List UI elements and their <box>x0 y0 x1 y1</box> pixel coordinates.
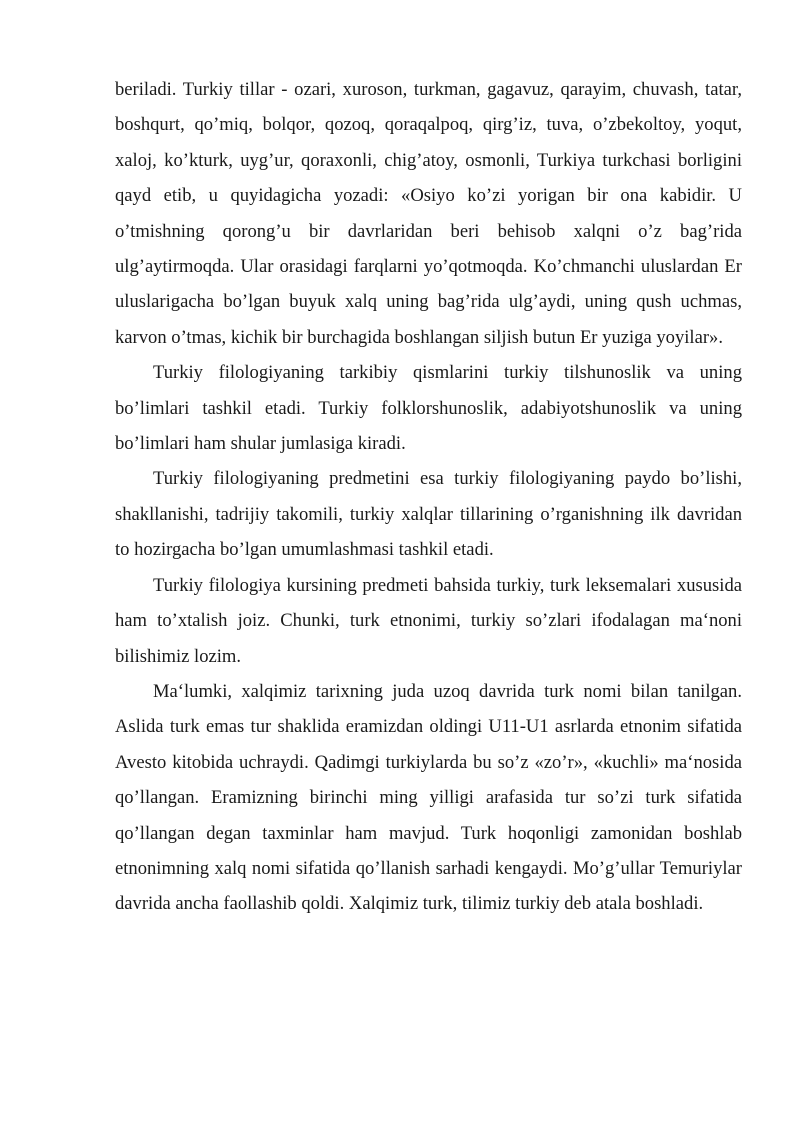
paragraph-1: beriladi. Turkiy tillar - ozari, xuroson, turkman, gagavuz, qarayim, chuvash, tatar, boshqurt, qo’miq, bolqor, qozoq, qoraqalpoq, qirg’iz, tuva, o’zbekoltoy, yoqut, xaloj, ko’kturk, uyg’ur, qoraxonli, chig’atoy, osmonli, Turkiya turkchasi borligini qayd etib, u quyidagicha yozadi: «Osiyo ko’zi yorigan bir ona kabidir. U o’tmishning qorong’u bir davrlaridan beri behisob xalqni o’z bag’rida ulg’aytirmoqda. Ular orasidagi farqlarni yo’qotmoqda. Ko’chmanchi uluslardan Er uluslarigacha bo’lgan buyuk xalq uning bag’rida ulg’aydi, uning qush uchmas, karvon o’tmas, kichik bir burchagida boshlangan siljish butun Er yuziga yoyilar». <box>115 79 742 348</box>
paragraph-2: Turkiy filologiyaning tarkibiy qismlarini turkiy tilshunoslik va uning bo’limlari tashkil etadi. Turkiy folklorshunoslik, adabiyotshunoslik va uning bo’limlari ham shular jumlasiga kiradi. <box>115 362 742 455</box>
paragraph-3: Turkiy filologiyaning predmetini esa turkiy filologiyaning paydo bo’lishi, shakllanishi, tadrijiy takomili, turkiy xalqlar tillarining o’rganishning ilk davridan to hozirgacha bo’lgan umumlashmasi tashkil etadi. <box>115 468 742 561</box>
document-page <box>115 72 742 922</box>
paragraph-5: Ma‘lumki, xalqimiz tarixning juda uzoq davrida turk nomi bilan tanilgan. Aslida turk emas tur shaklida eramizdan oldingi U11-U1 asrlarda etnonim sifatida Avesto kitobida uchraydi. Qadimgi turkiylarda bu so’z «zo’r», «kuchli» ma‘nosida qo’llangan. Eramizning birinchi ming yilligi arafasida tur so’zi turk sifatida qo’llangan degan taxminlar ham mavjud. Turk hoqonligi zamonidan boshlab etnonimning xalq nomi sifatida qo’llanish sarhadi kengaydi. Mo’g’ullar Temuriylar davrida ancha faollashib qoldi. Xalqimiz turk, tilimiz turkiy deb atala boshladi. <box>115 680 742 915</box>
paragraph-4: Turkiy filologiya kursining predmeti bahsida turkiy, turk leksemalari xususida ham to’xtalish joiz. Chunki, turk etnonimi, turkiy so’zlari ifodalagan ma‘noni bilishimiz lozim. <box>115 574 742 667</box>
